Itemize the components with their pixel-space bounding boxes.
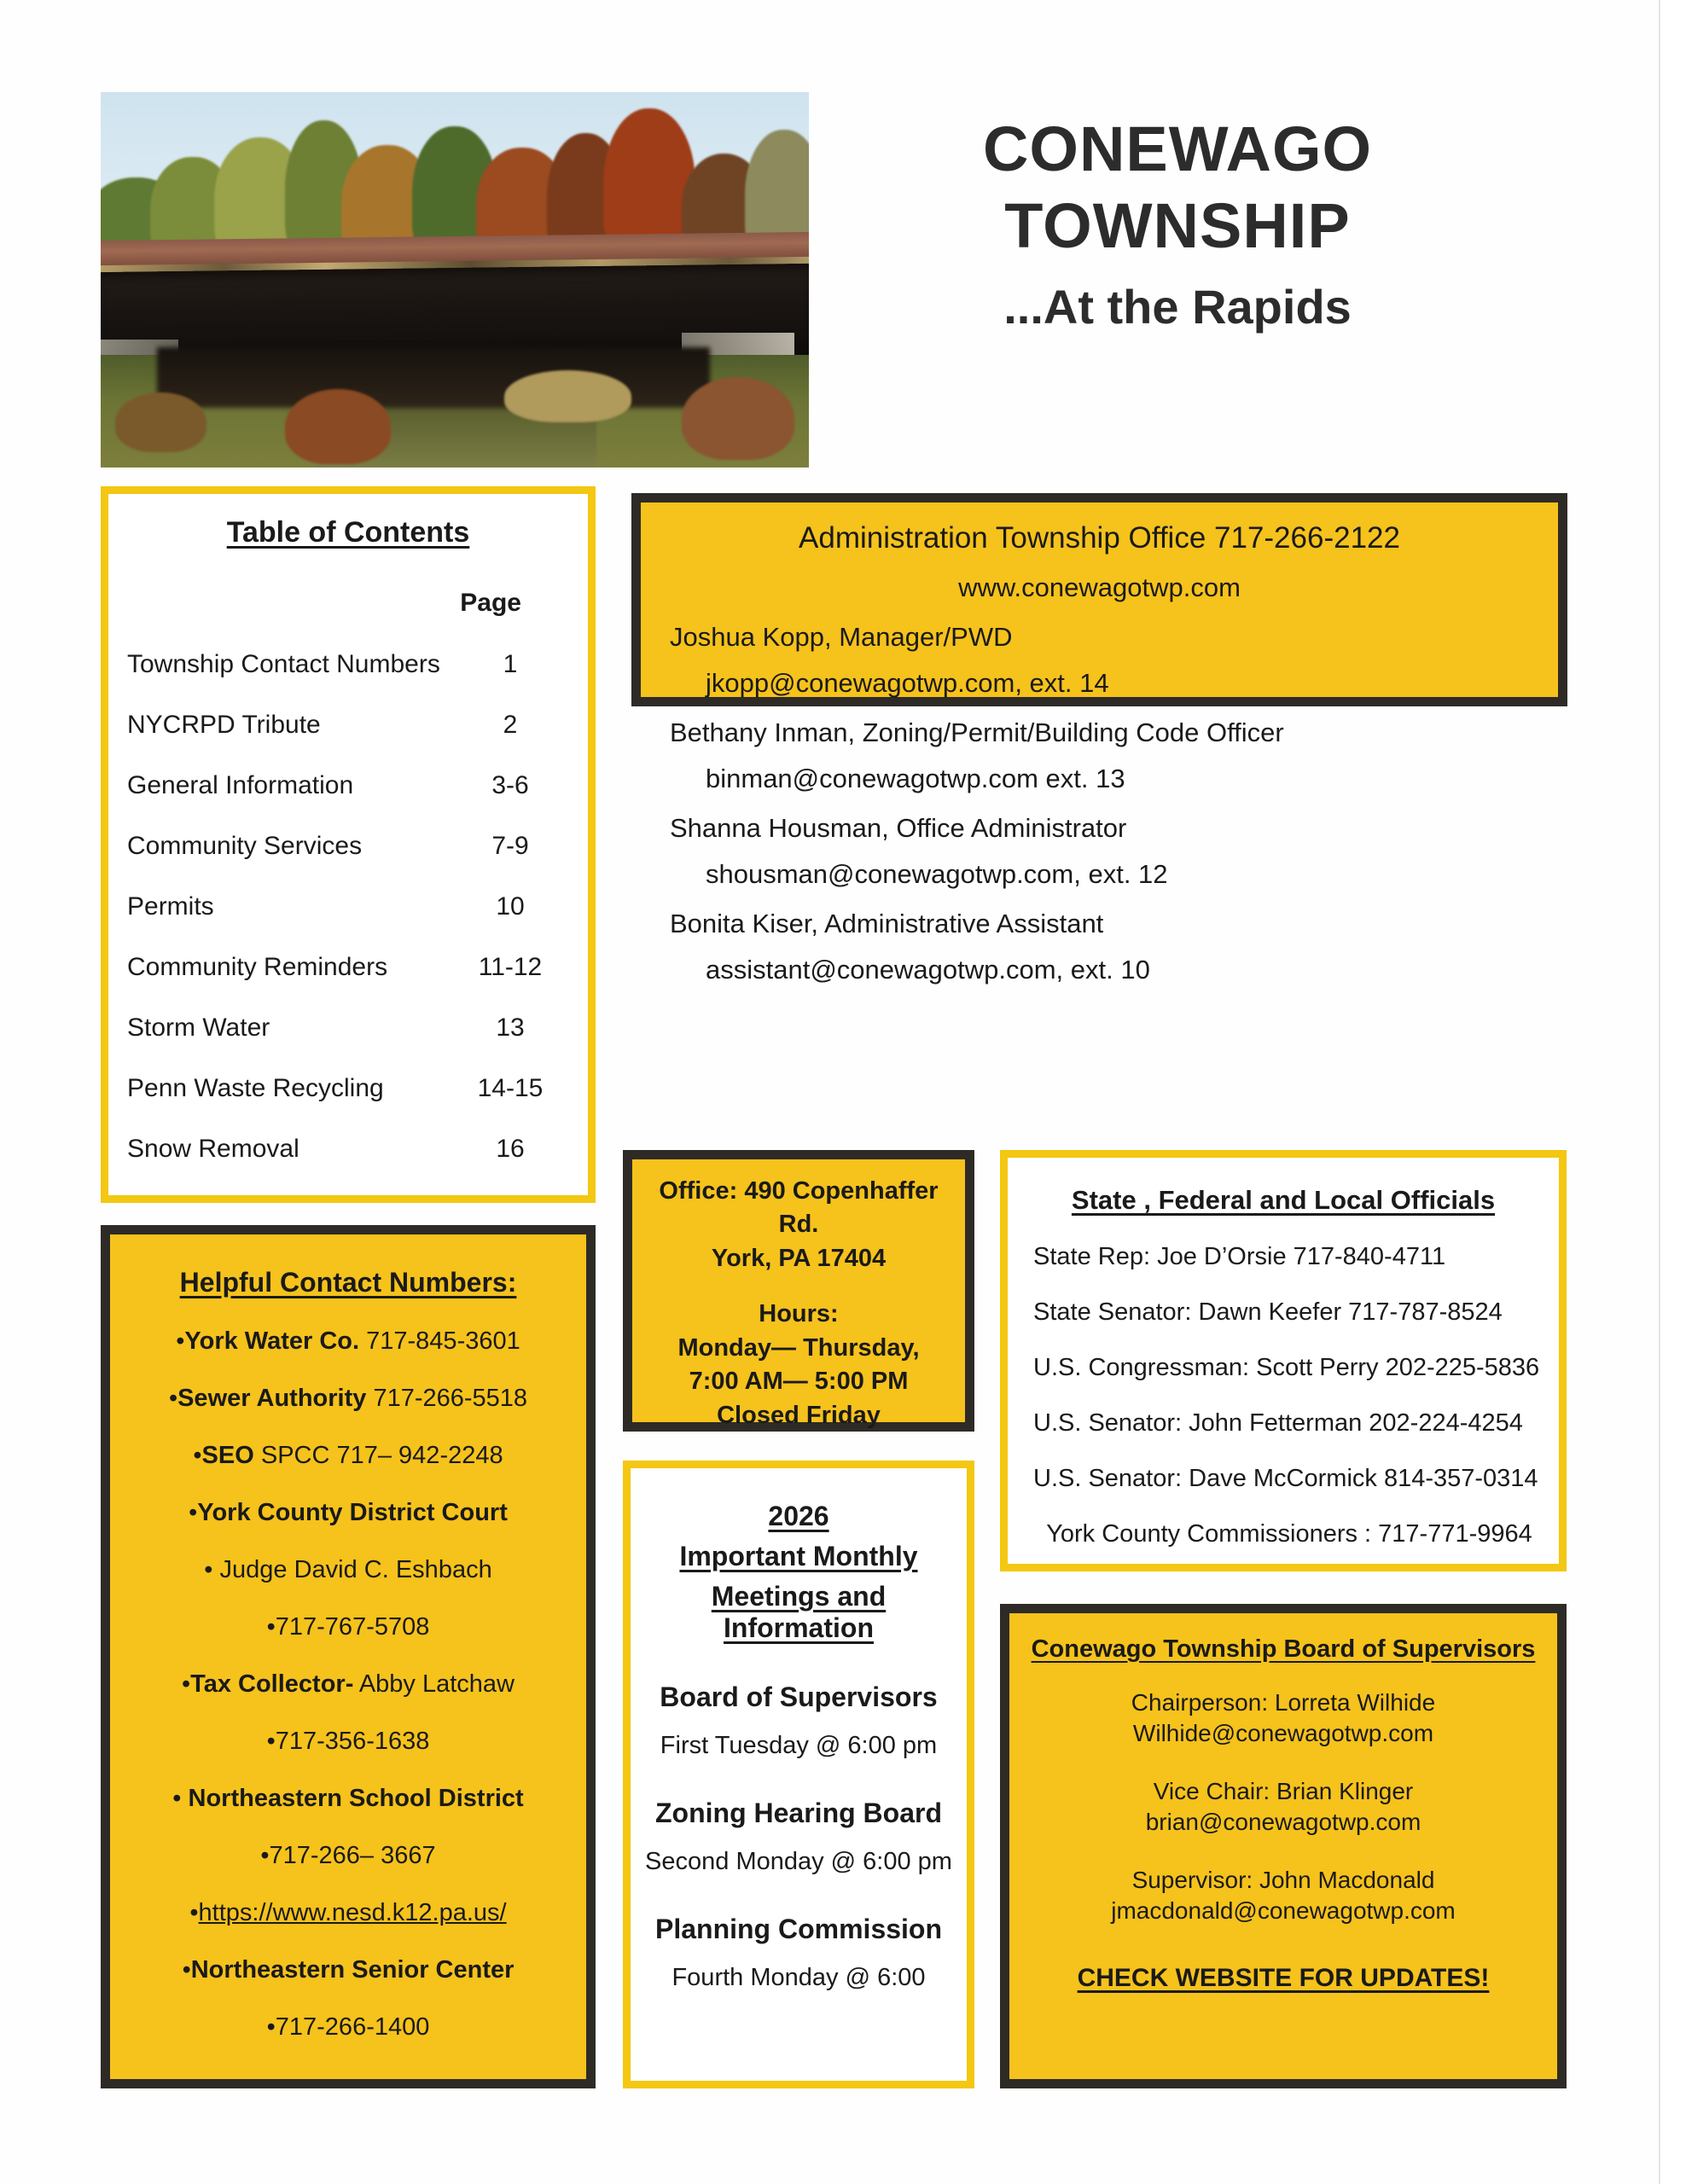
supervisor-name: Chairperson: Lorreta Wilhide xyxy=(1131,1689,1436,1716)
helpful-contact-link[interactable]: https://www.nesd.k12.pa.us/ xyxy=(198,1899,507,1926)
bullet-icon: • xyxy=(260,1842,270,1869)
bullet-icon: • xyxy=(193,1442,202,1469)
office-address-line-1: Office: 490 Copenhaffer Rd. xyxy=(659,1177,939,1239)
toc-row-label: General Information xyxy=(127,771,354,799)
bullet-icon: • xyxy=(266,2013,276,2041)
staff-name: Shanna Housman, Office Administrator xyxy=(670,813,1127,843)
supervisors-title: Conewago Township Board of Supervisors xyxy=(1031,1635,1536,1663)
helpful-contact-value: 717-266-5518 xyxy=(366,1385,528,1412)
covered-bridge-photo xyxy=(101,92,809,468)
helpful-contact-item xyxy=(125,1499,571,1527)
bullet-icon: • xyxy=(204,1556,220,1583)
toc-row xyxy=(108,953,588,982)
helpful-contact-item xyxy=(125,2013,571,2042)
check-website-notice: CHECK WEBSITE FOR UPDATES! xyxy=(1077,1964,1490,1992)
bullet-icon: • xyxy=(189,1499,198,1526)
helpful-contact-value: 717-266-1400 xyxy=(275,2013,430,2041)
bullet-icon: • xyxy=(168,1385,178,1412)
toc-row-label: Snow Removal xyxy=(127,1135,299,1163)
supervisor-name: Vice Chair: Brian Klinger xyxy=(1153,1778,1414,1804)
toc-row xyxy=(108,892,588,921)
toc-row xyxy=(108,650,588,679)
closed-friday: Closed Friday xyxy=(717,1401,881,1429)
officials-title: State , Federal and Local Officials xyxy=(1071,1185,1496,1215)
monthly-meetings-box xyxy=(623,1461,974,2088)
toc-row xyxy=(108,711,588,740)
helpful-contact-item xyxy=(125,1956,571,1984)
hours-times: 7:00 AM— 5:00 PM xyxy=(689,1368,909,1396)
helpful-contacts-title: Helpful Contact Numbers: xyxy=(179,1267,517,1298)
meetings-subtitle-1: Important Monthly xyxy=(679,1541,918,1571)
administration-office-box xyxy=(631,493,1567,985)
toc-row xyxy=(108,1135,588,1164)
title-line-2: TOWNSHIP xyxy=(1004,190,1351,262)
helpful-contact-item[interactable] xyxy=(125,1899,571,1927)
toc-row-page: 14-15 xyxy=(477,1074,544,1102)
helpful-contact-item xyxy=(125,1842,571,1870)
toc-row-page: 10 xyxy=(496,892,525,921)
staff-contact[interactable]: jkopp@conewagotwp.com, ext. 14 xyxy=(706,668,1109,698)
bullet-icon: • xyxy=(172,1785,189,1812)
helpful-contact-item xyxy=(125,1670,571,1699)
bullet-icon: • xyxy=(176,1327,185,1355)
board-of-supervisors-box xyxy=(1000,1604,1567,2088)
supervisor-email[interactable]: jmacdonald@conewagotwp.com xyxy=(1111,1897,1456,1924)
helpful-contact-label: York County District Court xyxy=(197,1499,508,1526)
meeting-name: Planning Commission xyxy=(654,1914,943,1944)
toc-row-label: Penn Waste Recycling xyxy=(127,1074,384,1102)
helpful-contact-value: 717-266– 3667 xyxy=(269,1842,436,1869)
helpful-contact-item xyxy=(125,1728,571,1756)
toc-row-page: 1 xyxy=(503,650,518,678)
official-row: U.S. Senator: John Fetterman 202-224-4254 xyxy=(1033,1409,1523,1437)
official-row: State Rep: Joe D’Orsie 717-840-4711 xyxy=(1033,1243,1446,1270)
toc-row xyxy=(108,771,588,800)
meeting-name: Board of Supervisors xyxy=(660,1682,938,1712)
helpful-contact-item xyxy=(125,1442,571,1470)
supervisor-email[interactable]: Wilhide@conewagotwp.com xyxy=(1132,1720,1434,1746)
bullet-icon: • xyxy=(266,1613,276,1641)
administration-title: Administration Township Office 717-266-2122 xyxy=(799,521,1400,555)
helpful-contact-label: Tax Collector- xyxy=(190,1670,354,1698)
helpful-contact-item xyxy=(125,1385,571,1413)
supervisor-name: Supervisor: John Macdonald xyxy=(1131,1867,1435,1893)
helpful-contact-label: York Water Co. xyxy=(184,1327,360,1355)
official-row: State Senator: Dawn Keefer 717-787-8524 xyxy=(1033,1298,1503,1326)
toc-row-label: Township Contact Numbers xyxy=(127,650,440,678)
hours-label: Hours: xyxy=(759,1300,839,1328)
toc-row-label: Storm Water xyxy=(127,1014,270,1042)
staff-name: Joshua Kopp, Manager/PWD xyxy=(670,622,1013,652)
helpful-contact-label: Northeastern Senior Center xyxy=(190,1956,515,1984)
officials-box xyxy=(1000,1150,1567,1571)
office-address-hours-box xyxy=(623,1150,974,1432)
meeting-schedule: First Tuesday @ 6:00 pm xyxy=(660,1732,938,1759)
bullet-icon: • xyxy=(182,1956,191,1984)
toc-title: Table of Contents xyxy=(226,516,470,549)
title-line-1: CONEWAGO xyxy=(982,113,1373,184)
helpful-contact-item xyxy=(125,1613,571,1641)
bullet-icon: • xyxy=(266,1728,276,1755)
helpful-contacts-list xyxy=(125,1327,571,2042)
official-row: U.S. Congressman: Scott Perry 202-225-5836 xyxy=(1033,1354,1540,1381)
meeting-name: Zoning Hearing Board xyxy=(655,1798,942,1828)
hours-days: Monday— Thursday, xyxy=(677,1333,920,1362)
page-title xyxy=(853,111,1502,334)
spacer xyxy=(1025,1747,1542,1774)
toc-page-header: Page xyxy=(460,589,521,617)
staff-name: Bethany Inman, Zoning/Permit/Building Code Officer xyxy=(670,717,1284,747)
meetings-subtitle-2: Meetings and Information xyxy=(711,1581,887,1643)
tagline: ...At the Rapids xyxy=(1003,279,1352,334)
bullet-icon: • xyxy=(181,1670,191,1698)
helpful-contact-item xyxy=(125,1785,571,1813)
spacer xyxy=(644,1275,953,1298)
official-row: U.S. Senator: Dave McCormick 814-357-0314 xyxy=(1033,1465,1538,1492)
toc-row-page: 3-6 xyxy=(491,771,529,799)
toc-row-label: NYCRPD Tribute xyxy=(127,711,321,739)
helpful-contact-value: Judge David C. Eshbach xyxy=(219,1556,492,1583)
toc-row xyxy=(108,832,588,861)
meeting-schedule: Fourth Monday @ 6:00 xyxy=(671,1964,926,1991)
toc-row-page: 16 xyxy=(496,1135,525,1163)
helpful-contact-label: Northeastern School District xyxy=(188,1785,524,1812)
toc-row-label: Community Services xyxy=(127,832,363,860)
township-website[interactable]: www.conewagotwp.com xyxy=(958,572,1241,602)
toc-rows xyxy=(108,650,588,1164)
helpful-contact-label: SEO xyxy=(201,1442,254,1469)
staff-name: Bonita Kiser, Administrative Assistant xyxy=(670,909,1104,938)
toc-row-label: Permits xyxy=(127,892,214,921)
toc-row-page: 7-9 xyxy=(491,832,529,860)
helpful-contact-item xyxy=(125,1556,571,1584)
table-of-contents-box xyxy=(101,486,596,1203)
helpful-contact-numbers-box xyxy=(101,1225,596,2088)
toc-row-page: 13 xyxy=(496,1014,525,1042)
helpful-contact-value: SPCC 717– 942-2248 xyxy=(253,1442,503,1469)
helpful-contact-value: 717-767-5708 xyxy=(275,1613,430,1641)
toc-row-page: 11-12 xyxy=(478,953,543,981)
helpful-contact-value: Abby Latchaw xyxy=(353,1670,515,1698)
toc-row xyxy=(108,1014,588,1043)
meetings-year: 2026 xyxy=(768,1501,829,1531)
helpful-contact-value: 717-845-3601 xyxy=(359,1327,520,1355)
meeting-schedule: Second Monday @ 6:00 pm xyxy=(645,1848,952,1875)
office-address-line-2: York, PA 17404 xyxy=(711,1244,887,1272)
bullet-icon: • xyxy=(189,1899,199,1926)
supervisor-email[interactable]: brian@conewagotwp.com xyxy=(1145,1809,1421,1835)
spacer xyxy=(1025,1836,1542,1863)
helpful-contact-item xyxy=(125,1327,571,1356)
official-row: York County Commissioners : 717-771-9964 xyxy=(1046,1520,1532,1548)
staff-contact[interactable]: shousman@conewagotwp.com, ext. 12 xyxy=(706,859,1168,889)
toc-row-page: 2 xyxy=(503,711,518,739)
helpful-contact-value: 717-356-1638 xyxy=(275,1728,430,1755)
toc-row xyxy=(108,1074,588,1103)
helpful-contact-label: Sewer Authority xyxy=(177,1385,367,1412)
staff-contact[interactable]: assistant@conewagotwp.com, ext. 10 xyxy=(706,955,1150,985)
staff-contact[interactable]: binman@conewagotwp.com ext. 13 xyxy=(706,764,1125,793)
toc-row-label: Community Reminders xyxy=(127,953,388,981)
